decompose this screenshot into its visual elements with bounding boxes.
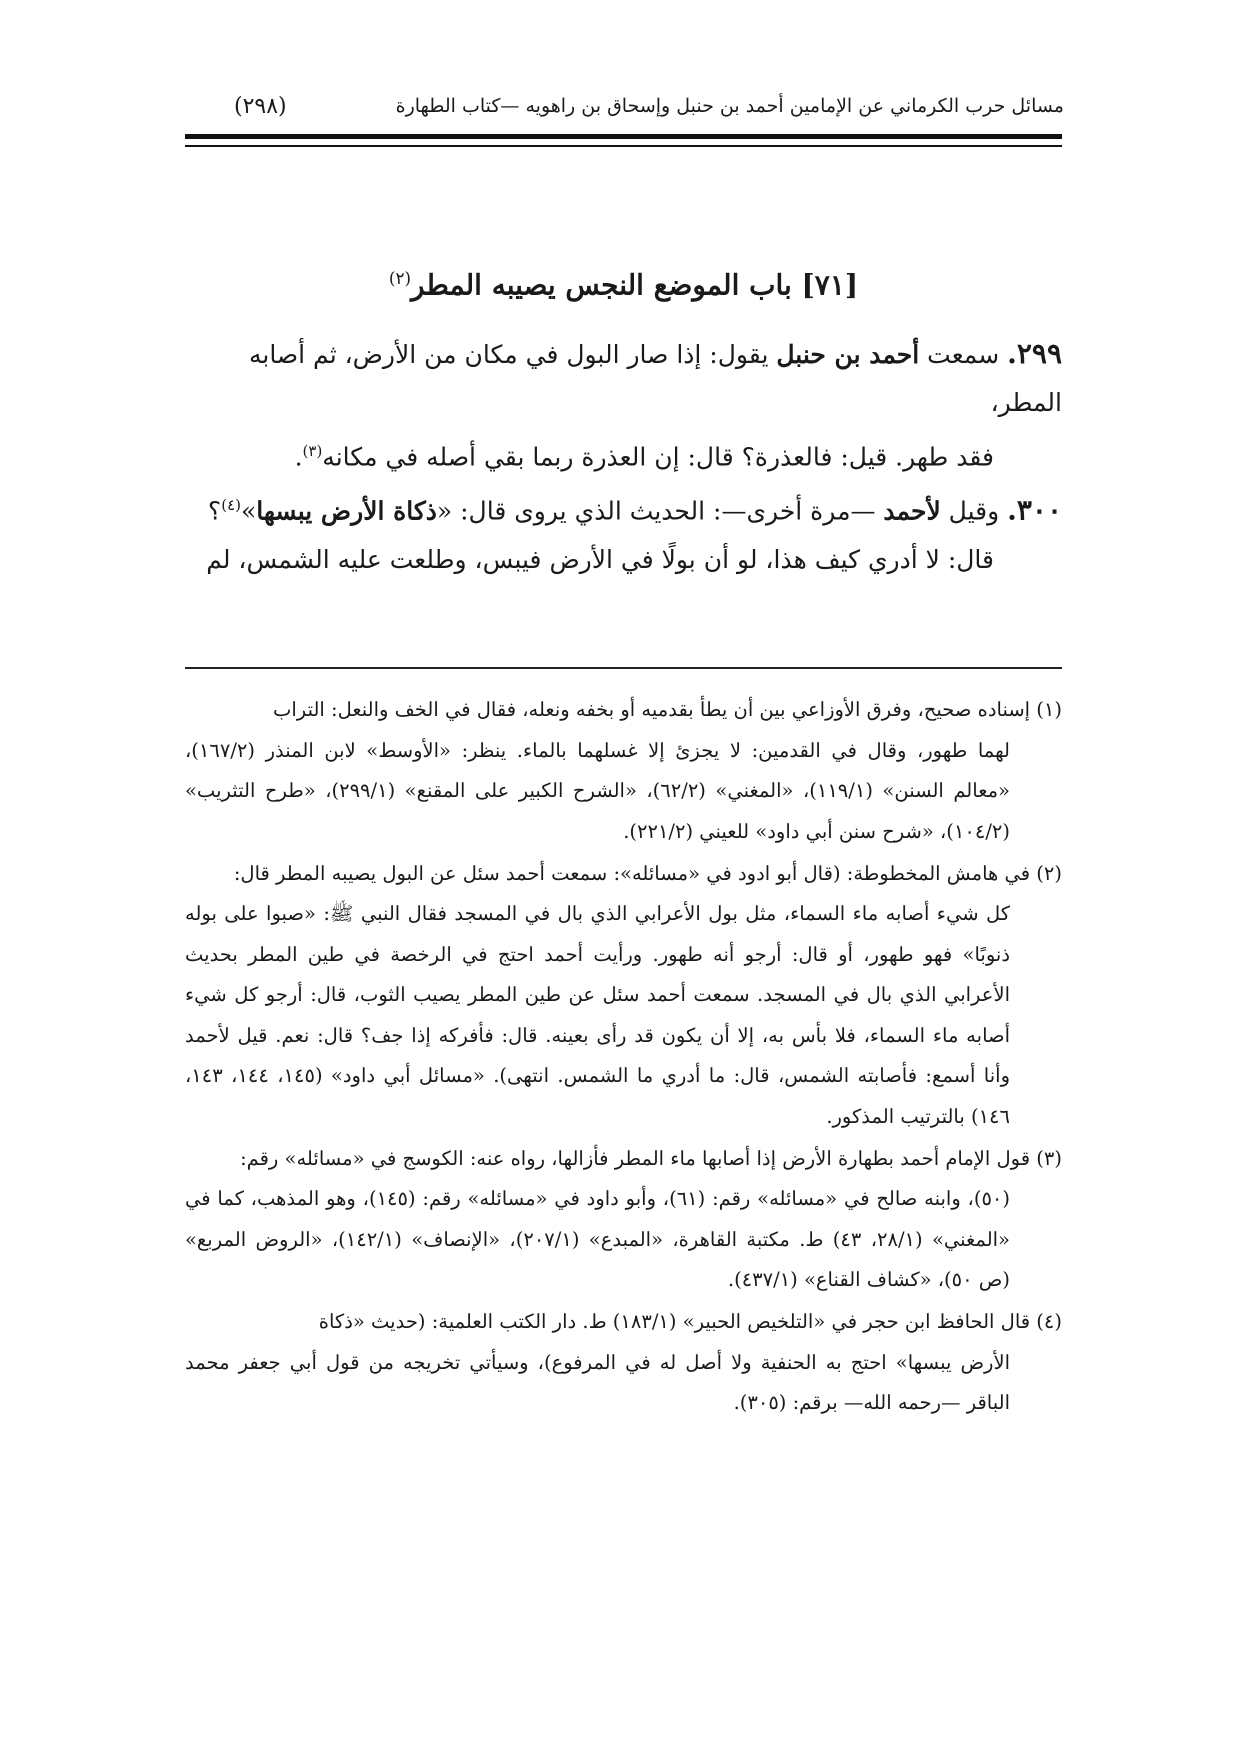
footnote-text: لهما طهور، وقال في القدمين: لا يجزئ إلا غسلهما بالماء. ينظر: «الأوسط» لابن المنذر (١٦٧/٢)، «معالم السنن» (١١٩/١)، «المغني» (٦٢/٢)، «الشرح الكبير على المقنع» (٢٩٩/١)، «طرح التثريب» (١٠٤/٢)، «شرح سنن أبي داود» للعيني (٢٢١/٢).: [185, 738, 1010, 843]
chapter-title: [185, 268, 1062, 301]
footnote-text: (٥٠)، وابنه صالح في «مسائله» رقم: (٦١)، وأبو داود في «مسائله» رقم: (١٤٥)، وهو المذهب، كما في «المغني» (٢٨/١، ٤٣) ط. مكتبة القاهرة، «المبدع» (٢٠٧/١)، «الإنصاف» (١٤٢/١)، «الروض المربع» (ص ٥٠)، «كشاف القناع» (٤٣٧/١).: [185, 1187, 1011, 1291]
text-span: ؟: [207, 496, 222, 526]
footnote-text: قول الإمام أحمد بطهارة الأرض إذا أصابها ماء المطر فأزالها، رواه عنه: الكوسج في «مسائله» رقم:: [240, 1146, 1031, 1170]
text-span: وقيل: [940, 496, 1008, 526]
page-header: [234, 80, 1064, 132]
paragraph-300: [185, 481, 1062, 583]
footnote-number: (١): [1036, 698, 1062, 721]
footnote-1: [185, 690, 1062, 852]
footnote-text: إسناده صحيح، وفرق الأوزاعي بين أن يطأ بقدميه أو بخفه ونعله، فقال في الخف والنعل: التراب: [273, 698, 1031, 721]
footnotes: [185, 690, 1062, 1425]
header-rule-thick: [185, 134, 1062, 139]
page-number: (٢٩٨): [234, 93, 287, 119]
footnote-4: [185, 1302, 1062, 1424]
chapter-number: [٧١]: [801, 268, 859, 302]
chapter-heading: باب الموضع النجس يصيبه المطر: [411, 268, 792, 302]
paragraph-continuation: [185, 427, 1062, 481]
footnote-text: قال الحافظ ابن حجر في «التلخيص الحبير» (١٨٣/١) ط. دار الكتب العلمية: (حديث «ذكاة: [318, 1310, 1031, 1333]
scholar-name: لأحمد: [883, 496, 941, 526]
footnote-number: (٣): [1036, 1146, 1062, 1170]
header-rule-thin: [185, 145, 1062, 147]
main-text: [185, 330, 1062, 584]
paragraph-number: ٣٠٠.: [1007, 493, 1062, 527]
hadith-text: ذكاة الأرض يبسها: [256, 496, 437, 526]
text-span: فقد طهر. قيل: فالعذرة؟ قال: إن العذرة ربما بقي أصله في مكانه: [322, 442, 994, 472]
footnote-separator: [185, 667, 1062, 669]
text-span: —مرة أخرى—: الحديث الذي يروى قال: «: [436, 496, 884, 526]
paragraph-299: [185, 330, 1062, 481]
footnote-text: في هامش المخطوطة: (قال أبو ادود في «مسائله»: سمعت أحمد سئل عن البول يصيبه المطر قال:: [233, 861, 1031, 885]
footnote-ref[interactable]: (٤): [221, 496, 241, 515]
footnote-text: كل شيء أصابه ماء السماء، مثل بول الأعرابي الذي بال في المسجد فقال النبي ﷺ: «صبوا على بوله ذنوبًا» فهو طهور، أو قال: أرجو أنه طهور. ورأيت أحمد احتج في الرخصة في طين المطر بحديث الأعرابي الذي بال في المسجد. سمعت أحمد سئل عن طين المطر يصيب الثوب، قال: أرجو كل شيء أصابه ماء السماء، فلا بأس به، إلا أن يكون قد رأى بعينه. قال: فأفركه إذا جف؟ قال: نعم. قيل لأحمد وأنا أسمع: فأصابته الشمس، قال: ما أدري ما الشمس. انتهى). «مسائل أبي داود» (١٤٥، ١٤٤، ١٤٣، ١٤٦) بالترتيب المذكور.: [185, 902, 1010, 1128]
footnote-2: [185, 854, 1062, 1138]
header-title: مسائل حرب الكرماني عن الإمامين أحمد بن حنبل وإسحاق بن راهويه —كتاب الطهارة: [395, 95, 1064, 117]
footnote-number: (٤): [1036, 1310, 1062, 1333]
footnote-ref[interactable]: (٣): [302, 442, 323, 460]
footnote-number: (٢): [1036, 861, 1062, 885]
footnote-3: [185, 1139, 1062, 1301]
text-span: سمعت: [919, 340, 1008, 369]
footnote-text: الأرض يبسها» احتج به الحنفية ولا أصل له في المرفوع)، وسيأتي تخريجه من قول أبي جعفر محمد الباقر —رحمه الله— برقم: (٣٠٥).: [185, 1350, 1010, 1414]
text-span: .: [294, 442, 303, 472]
text-span: يقول: إذا صار البول في مكان من الأرض، ثم أصابه المطر،: [248, 340, 1062, 417]
text-span: »: [240, 496, 257, 526]
scholar-name: أحمد بن حنبل: [776, 340, 920, 369]
footnote-ref[interactable]: (٢): [388, 268, 412, 288]
paragraph-number: ٢٩٩.: [1007, 337, 1062, 370]
paragraph-continuation: قال: لا أدري كيف هذا، لو أن بولًا في الأرض فيبس، وطلعت عليه الشمس، لم: [206, 544, 994, 574]
